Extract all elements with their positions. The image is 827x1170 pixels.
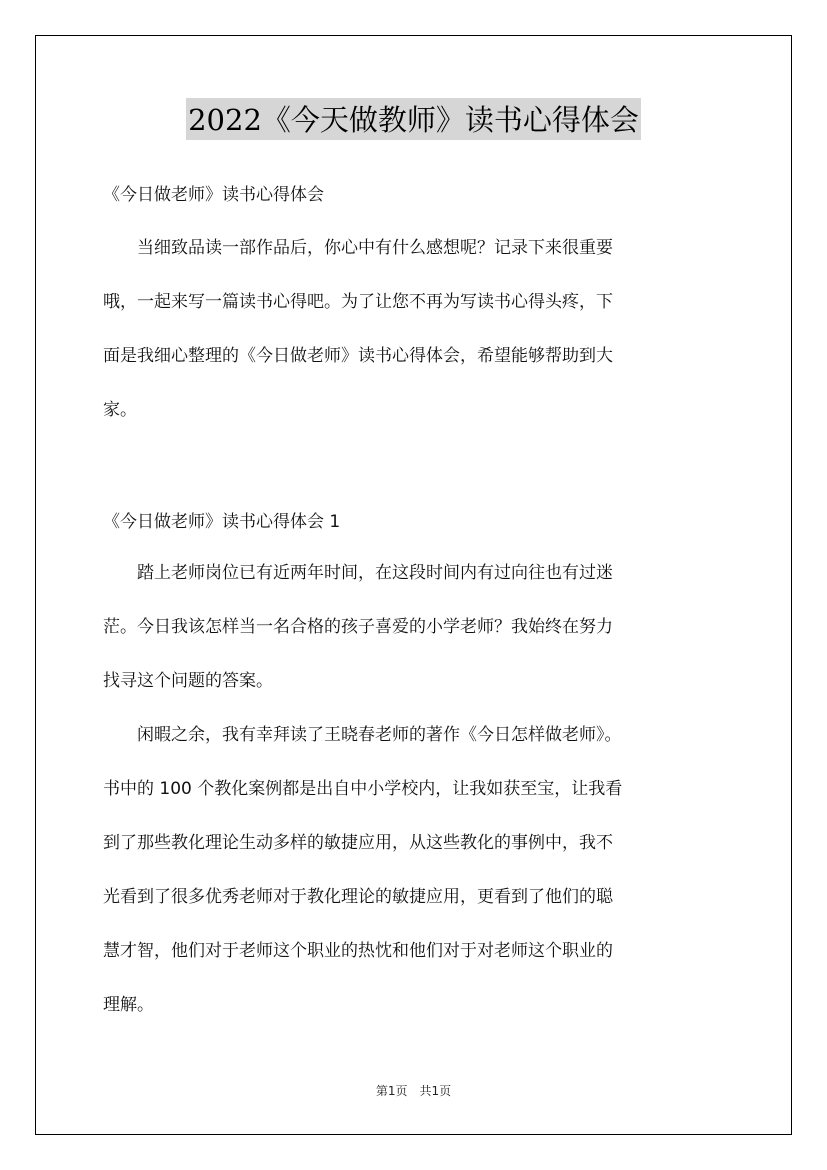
section-body bbox=[103, 546, 733, 1032]
section-heading: 《今日做老师》读书心得体会 1 bbox=[103, 512, 341, 532]
document-title-container bbox=[0, 98, 827, 140]
body-line: 闲暇之余，我有幸拜读了王晓春老师的著作《今日怎样做老师》。 bbox=[103, 725, 622, 745]
body-line: 踏上老师岗位已有近两年时间，在这段时间内有过向往也有过迷 bbox=[103, 563, 613, 583]
subtitle: 《今日做老师》读书心得体会 bbox=[103, 185, 324, 205]
body-line: 找寻这个问题的答案。 bbox=[103, 671, 273, 691]
intro-line: 当细致品读一部作品后，你心中有什么感想呢？记录下来很重要 bbox=[103, 238, 613, 258]
body-line: 到了那些教化理论生动多样的敏捷应用，从这些教化的事例中，我不 bbox=[103, 833, 613, 853]
intro-line: 家。 bbox=[103, 400, 137, 420]
document-title: 2022《今天做教师》读书心得体会 bbox=[186, 98, 641, 140]
body-line: 光看到了很多优秀老师对于教化理论的敏捷应用，更看到了他们的聪 bbox=[103, 887, 613, 907]
body-line: 书中的 100 个教化案例都是出自中小学校内，让我如获至宝，让我看 bbox=[103, 779, 623, 799]
intro-line: 哦，一起来写一篇读书心得吧。为了让您不再为写读书心得头疼，下 bbox=[103, 292, 613, 312]
body-line: 理解。 bbox=[103, 995, 154, 1015]
page-footer: 第1页 共1页 bbox=[375, 1084, 452, 1098]
body-line: 慧才智，他们对于老师这个职业的热忱和他们对于对老师这个职业的 bbox=[103, 941, 613, 961]
intro-paragraph bbox=[103, 221, 733, 437]
body-line: 茫。今日我该怎样当一名合格的孩子喜爱的小学老师？我始终在努力 bbox=[103, 617, 613, 637]
intro-line: 面是我细心整理的《今日做老师》读书心得体会，希望能够帮助到大 bbox=[103, 346, 613, 366]
